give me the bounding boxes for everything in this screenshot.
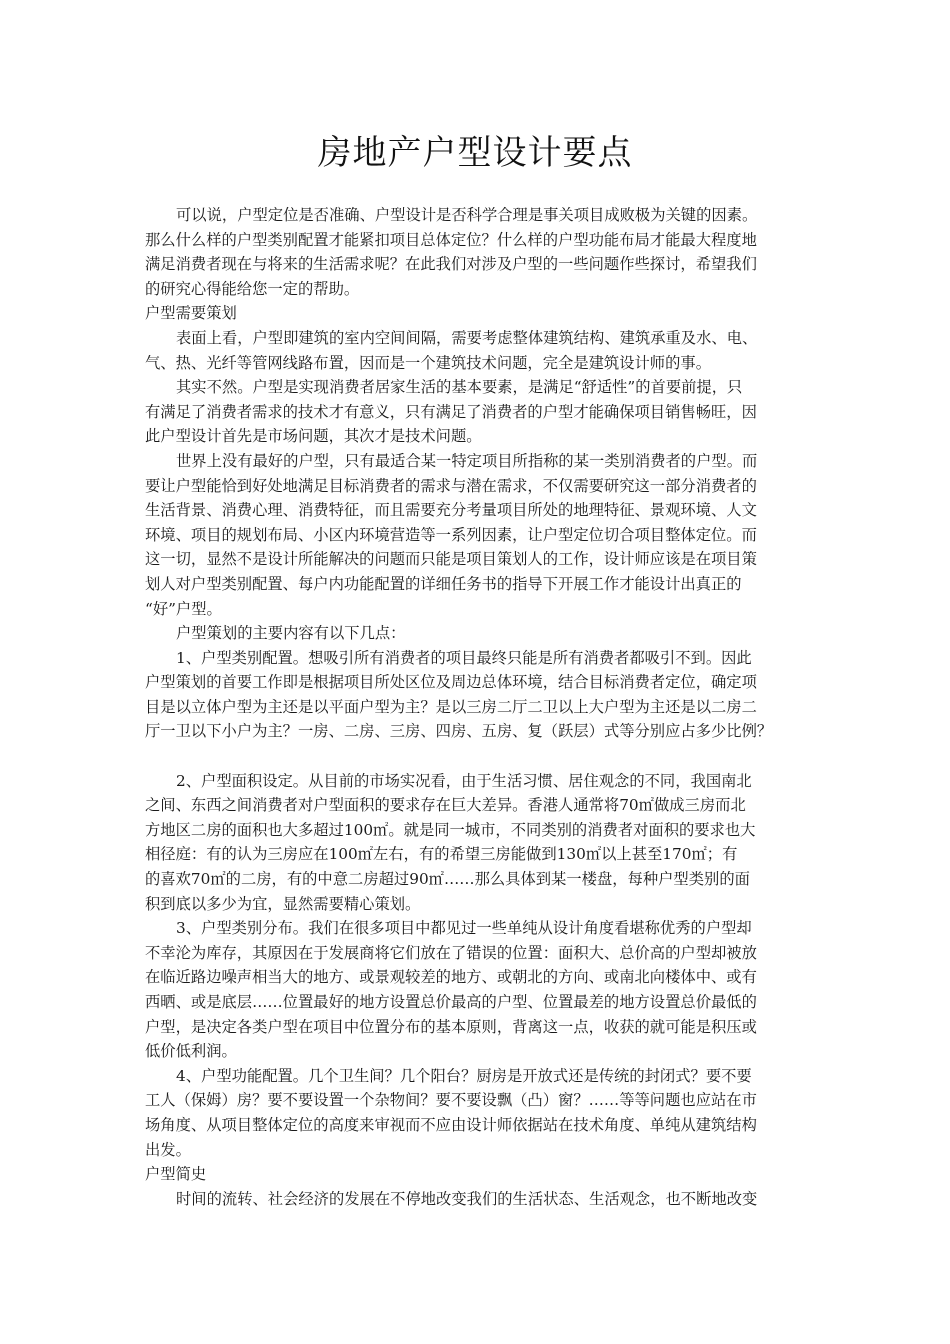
text-line: 之间、东西之间消费者对户型面积的要求存在巨大差异。香港人通常将70㎡做成三房而北 <box>145 796 746 815</box>
text-line: 户型需要策划 <box>145 304 237 323</box>
text-line: 相径庭：有的认为三房应在100㎡左右，有的希望三房能做到130㎡以上甚至170㎡；有 <box>145 845 738 864</box>
text-line: 3、户型类别分布。我们在很多项目中都见过一些单纯从设计角度看堪称优秀的户型却 <box>176 919 752 938</box>
text-line: 低价低利润。 <box>145 1042 237 1061</box>
document-title: 房地产户型设计要点 <box>317 133 633 173</box>
text-line: 此户型设计首先是市场问题，其次才是技术问题。 <box>145 427 482 446</box>
text-line: 在临近路边噪声相当大的地方、或景观较差的地方、或朝北的方向、或南北向楼体中、或有 <box>145 968 757 987</box>
text-line: 工人（保姆）房？要不要设置一个杂物间？要不要设飘（凸）窗？……等等问题也应站在市 <box>145 1091 757 1110</box>
text-line: 的研究心得能给您一定的帮助。 <box>145 279 360 298</box>
text-line: 方地区二房的面积也大多超过100㎡。就是同一城市，不同类别的消费者对面积的要求也大 <box>145 820 756 839</box>
text-line: 户型策划的首要工作即是根据项目所处区位及周边总体环境，结合目标消费者定位，确定项 <box>145 673 757 692</box>
document-body <box>145 203 827 1211</box>
text-line: 世界上没有最好的户型，只有最适合某一特定项目所指称的某一类别消费者的户型。而 <box>176 451 758 470</box>
text-line: 4、户型功能配置。几个卫生间？几个阳台？厨房是开放式还是传统的封闭式？要不要 <box>176 1066 752 1085</box>
text-line: 不幸沦为库存，其原因在于发展商将它们放在了错误的位置：面积大、总价高的户型却被放 <box>145 943 757 962</box>
blank-line <box>145 744 827 769</box>
text-line: 户型，是决定各类户型在项目中位置分布的基本原则，背离这一点，收获的就可能是积压或 <box>145 1017 757 1036</box>
text-line: 表面上看，户型即建筑的室内空间间隔，需要考虑整体建筑结构、建筑承重及水、电、 <box>176 328 758 347</box>
text-line: 环境、项目的规划布局、小区内环境营造等一系列因素，让户型定位切合项目整体定位。而 <box>145 525 757 544</box>
text-line: 要让户型能恰到好处地满足目标消费者的需求与潜在需求，不仅需要研究这一部分消费者的 <box>145 476 757 495</box>
text-line: 厅一卫以下小户为主？一房、二房、三房、四房、五房、复（跃层）式等分别应占多少比例？ <box>145 722 773 741</box>
text-line: 场角度、从项目整体定位的高度来审视而不应由设计师依据站在技术角度、单纯从建筑结构 <box>145 1115 757 1134</box>
text-line: 生活背景、消费心理、消费特征，而且需要充分考量项目所处的地理特征、景观环境、人文 <box>145 501 757 520</box>
text-line: 西晒、或是底层……位置最好的地方设置总价最高的户型、位置最差的地方设置总价最低的 <box>145 993 757 1011</box>
text-line: 有满足了消费者需求的技术才有意义，只有满足了消费者的户型才能确保项目销售畅旺，因 <box>145 402 757 421</box>
text-line: 满足消费者现在与将来的生活需求呢？在此我们对涉及户型的一些问题作些探讨，希望我们 <box>145 255 757 274</box>
text-line: 户型简史 <box>145 1165 207 1184</box>
text-line: 目是以立体户型为主还是以平面户型为主？是以三房二厅二卫以上大户型为主还是以二房二 <box>145 697 757 716</box>
text-line: 划人对户型类别配置、每户内功能配置的详细任务书的指导下开展工作才能设计出真正的 <box>145 574 742 593</box>
text-line: 出发。 <box>145 1140 191 1159</box>
text-line: 时间的流转、社会经济的发展在不停地改变我们的生活状态、生活观念，也不断地改变 <box>176 1189 758 1208</box>
text-line: 其实不然。户型是实现消费者居家生活的基本要素，是满足“舒适性”的首要前提，只 <box>176 378 743 397</box>
text-line: 可以说，户型定位是否准确、户型设计是否科学合理是事关项目成败极为关键的因素。 <box>176 206 758 224</box>
text-line: “好”户型。 <box>145 599 222 618</box>
text-line: 这一切，显然不是设计所能解决的问题而只能是项目策划人的工作，设计师应该是在项目策 <box>145 550 757 569</box>
text-line: 那么什么样的户型类别配置才能紧扣项目总体定位？什么样的户型功能布局才能最大程度地 <box>145 230 757 249</box>
text-line: 2、户型面积设定。从目前的市场实况看，由于生活习惯、居住观念的不同，我国南北 <box>176 771 752 790</box>
text-line: 1、户型类别配置。想吸引所有消费者的项目最终只能是所有消费者都吸引不到。因此 <box>176 648 752 667</box>
text-line: 气、热、光纤等管网线路布置，因而是一个建筑技术问题，完全是建筑设计师的事。 <box>145 353 711 372</box>
text-line: 的喜欢70㎡的二房，有的中意二房超过90㎡……那么具体到某一楼盘，每种户型类别的面 <box>145 870 750 889</box>
text-line: 户型策划的主要内容有以下几点： <box>176 624 406 643</box>
text-line: 积到底以多少为宜，显然需要精心策划。 <box>145 894 421 913</box>
